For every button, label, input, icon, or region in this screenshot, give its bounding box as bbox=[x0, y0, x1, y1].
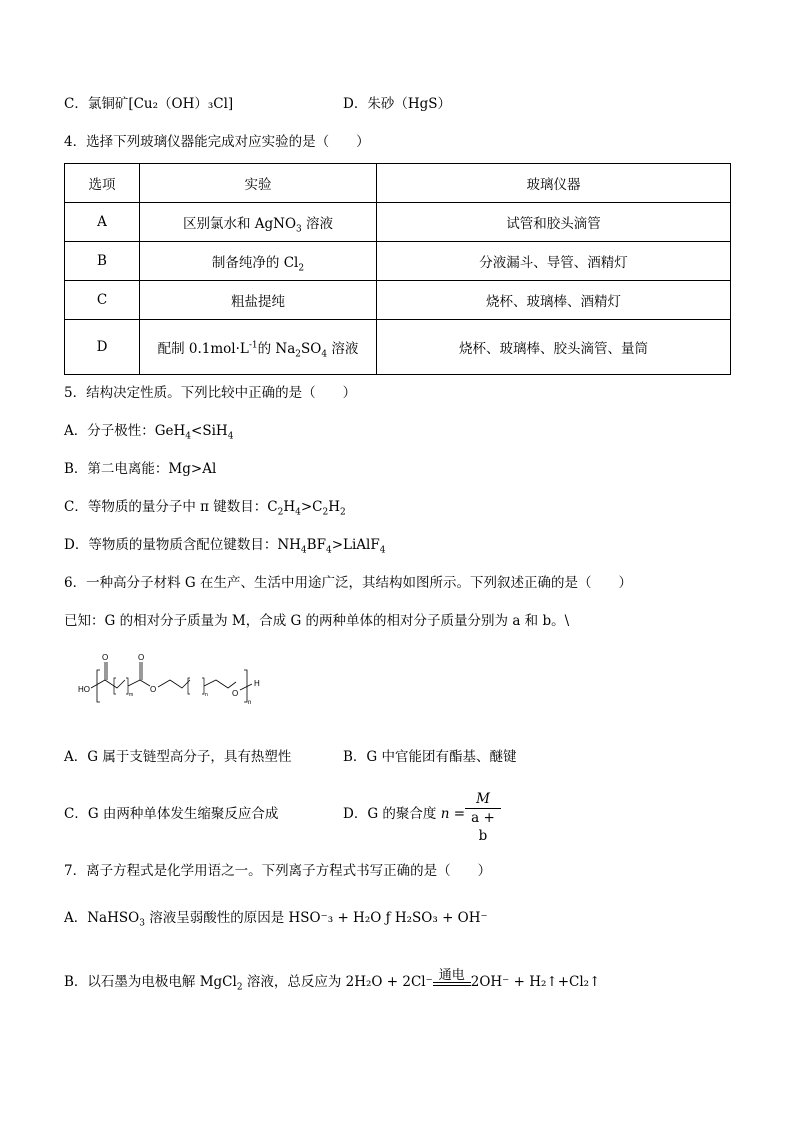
fraction-denominator: a + b bbox=[471, 810, 495, 844]
q3-option-d: D．朱砂（HgS） bbox=[343, 96, 451, 112]
q7-option-b: B．以石墨为电极电解 MgCl$_2$ 溶液，总反应为 2H₂O + 2Cl⁻ 通电 2OH⁻ + H₂↑+Cl₂↑ bbox=[64, 968, 601, 993]
table-row bbox=[65, 203, 731, 242]
struct-n-inner: n bbox=[205, 692, 208, 698]
table-row bbox=[65, 281, 731, 320]
q6-option-b: B．G 中官能团有酯基、醚键 bbox=[343, 749, 517, 765]
row-glassware: 烧杯、玻璃棒、酒精灯 bbox=[377, 281, 731, 320]
q6-option-d: D．G 的聚合度 n = bbox=[343, 806, 466, 822]
table-header-row bbox=[65, 164, 731, 203]
q7-stem: 7．离子方程式是化学用语之一。下列离子方程式书写正确的是（ ） bbox=[64, 863, 492, 879]
struct-n-outer: n bbox=[248, 700, 252, 706]
q6-known: 已知：G 的相对分子质量为 M，合成 G 的两种单体的相对分子质量分别为 a 和 b。\ bbox=[64, 613, 570, 629]
q5-option-d: D．等物质的量物质含配位键数目：$NH_4BF_4>LiAlF_4$ bbox=[64, 537, 386, 556]
q7-option-a: A．NaHSO$_3$ 溶液呈弱酸性的原因是 HSO⁻₃ + H₂O ƒ H₂SO₃ + OH⁻ bbox=[64, 910, 488, 929]
struct-o4: O bbox=[232, 689, 239, 698]
q5-option-c: C．等物质的量分子中 π 键数目：$C_2H_4>C_2H_2$ bbox=[64, 499, 346, 518]
row-experiment: 配制 $0.1mol\cdot L^{-1}$的 $Na_2SO_4$ 溶液 bbox=[140, 320, 377, 375]
q4-table bbox=[64, 163, 731, 375]
header-option: 选项 bbox=[65, 164, 140, 203]
header-experiment: 实验 bbox=[140, 164, 377, 203]
q6-option-c: C．G 由两种单体发生缩聚反应合成 bbox=[64, 806, 279, 822]
row-key: D bbox=[65, 320, 140, 375]
row-glassware: 试管和胶头滴管 bbox=[377, 203, 731, 242]
row-experiment: 区别氯水和 AgNO$_3$ 溶液 bbox=[140, 203, 377, 242]
row-key: B bbox=[65, 242, 140, 281]
row-key: C bbox=[65, 281, 140, 320]
q5-option-b: B．第二电离能：Mg>Al bbox=[64, 461, 217, 477]
row-experiment: 粗盐提纯 bbox=[140, 281, 377, 320]
electrolysis-condition: 通电 bbox=[433, 978, 471, 986]
struct-m: m bbox=[129, 692, 134, 698]
struct-h: H bbox=[254, 679, 260, 688]
q5-stem: 5．结构决定性质。下列比较中正确的是（ ） bbox=[64, 385, 357, 401]
header-glassware: 玻璃仪器 bbox=[377, 164, 731, 203]
q5-option-a: A．分子极性：GeH$_4$<SiH$_4$ bbox=[64, 423, 234, 442]
row-glassware: 烧杯、玻璃棒、胶头滴管、量筒 bbox=[377, 320, 731, 375]
q6-option-a: A．G 属于支链型高分子，具有热塑性 bbox=[64, 749, 292, 765]
row-experiment: 制备纯净的 $Cl_2$ bbox=[140, 242, 377, 281]
fraction-numerator: M bbox=[465, 790, 501, 809]
q6-stem: 6．一种高分子材料 G 在生产、生活中用途广泛，其结构如图所示。下列叙述正确的是（ ） bbox=[64, 575, 632, 591]
struct-ho: HO bbox=[78, 685, 90, 694]
struct-o3: O bbox=[150, 685, 157, 694]
struct-o1: O bbox=[102, 653, 109, 662]
q3-option-c: C．氯铜矿[Cu₂（OH）₃Cl] bbox=[64, 96, 234, 112]
row-key: A bbox=[65, 203, 140, 242]
polymer-structure-diagram bbox=[78, 652, 268, 708]
q4-stem: 4．选择下列玻璃仪器能完成对应实验的是（ ） bbox=[64, 134, 370, 150]
struct-o2: O bbox=[138, 653, 145, 662]
table-row bbox=[65, 242, 731, 281]
degree-of-polymerization-fraction bbox=[465, 790, 501, 845]
row-glassware: 分液漏斗、导管、酒精灯 bbox=[377, 242, 731, 281]
table-row bbox=[65, 320, 731, 375]
